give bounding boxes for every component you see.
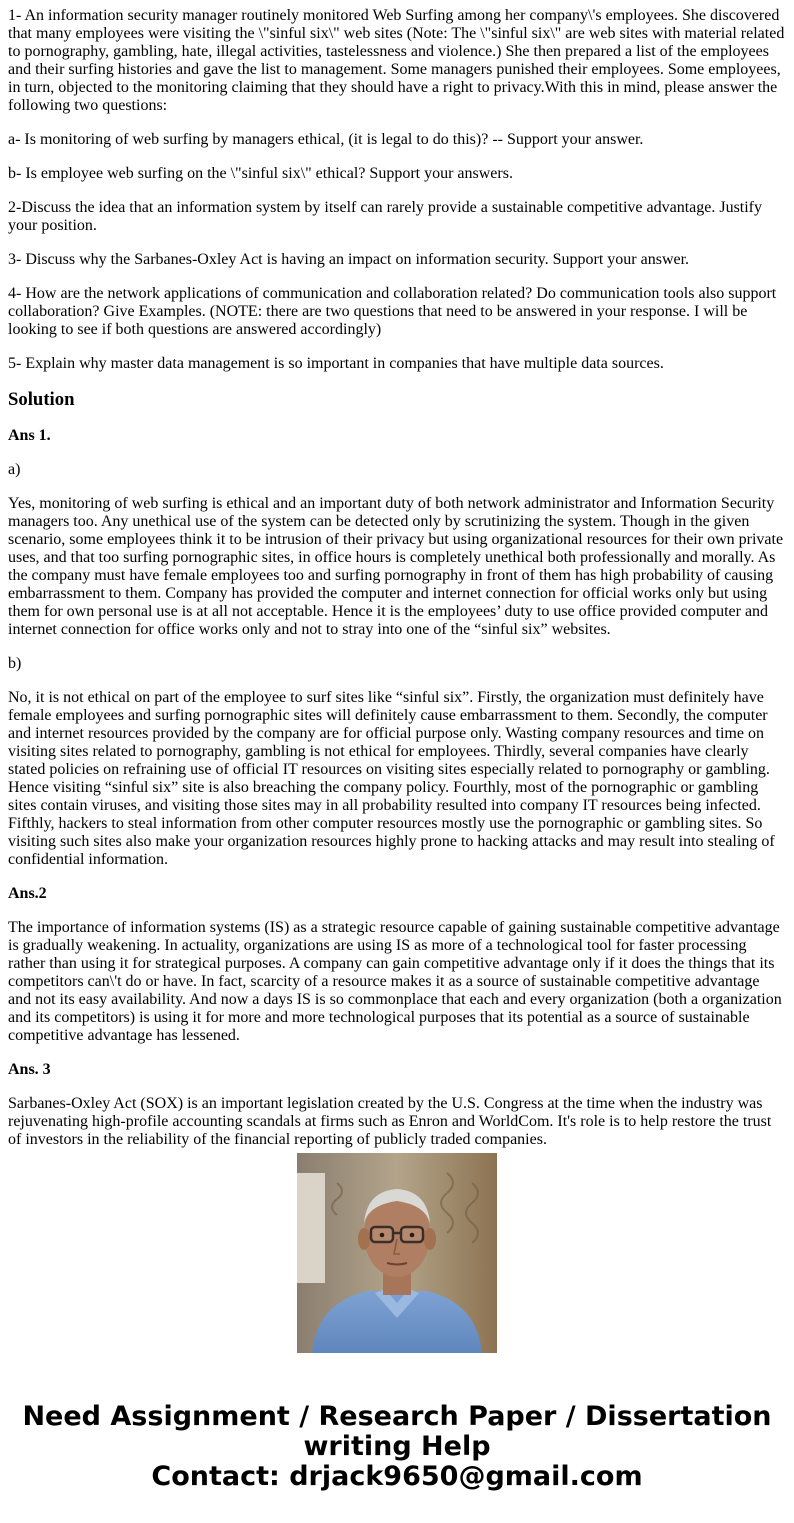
answer-2-text: The importance of information systems (IS) as a strategic resource capable of gaining sustainable competitive advantage is gradually weakening. In actuality, organizations are using IS as more of a technological tool for faster processing rather than using it for strategical purposes. A company can gain competitive advantage only if it does the things that its competitors can\'t do or have. In fact, scarcity of a resource makes it as a source of sustainable competitive advantage and not its easy availability. And now a days IS is so commonplace that each and every organization (both a organization and its competitors) is using it for more and more technological purposes that its potential as a source of sustainable competitive advantage has lessened. <box>8 919 782 1044</box>
question-5: 5- Explain why master data management is so important in companies that have multiple data sources. <box>8 355 664 372</box>
answer-1b-label: b) <box>8 655 22 672</box>
question-1a: a- Is monitoring of web surfing by managers ethical, (it is legal to do this)? -- Support your answer. <box>8 131 644 148</box>
document-body <box>8 7 786 1148</box>
author-photo <box>297 1153 497 1353</box>
answer-3-heading: Ans. 3 <box>8 1061 51 1078</box>
promo-contact: Contact: drjack9650@gmail.com <box>151 1461 643 1492</box>
solution-heading: Solution <box>8 389 75 410</box>
answer-1a-text: Yes, monitoring of web surfing is ethical and an important duty of both network administrator and Information Security managers too. Any unethical use of the system can be detected only by scrutinizing the system. Though in the given scenario, some employees think it to be intrusion of their privacy but using organizational resources for their own private uses, and that too surfing pornographic sites, in office hours is completely unethical both professionally and morally. As the company must have female employees too and surfing pornography in front of them has high probability of causing embarrassment to them. Company has provided the computer and internet connection for official works only but using them for own personal use is at all not acceptable. Hence it is the employees’ duty to use office provided computer and internet connection for office works only and not to stray into one of the “sinful six” websites. <box>8 495 784 638</box>
question-1-intro: 1- An information security manager routinely monitored Web Surfing among her company\'s employees. She discovered that many employees were visiting the \"sinful six\" web sites (Note: The \"sinful six\" are web sites with material related to pornography, gambling, hate, illegal activities, tastelessness and violence.) She then prepared a list of the employees and their surfing histories and gave the list to management. Some managers punished their employees. Some employees, in turn, objected to the monitoring claiming that they should have a right to privacy.With this in mind, please answer the following two questions: <box>8 7 785 114</box>
question-2: 2-Discuss the idea that an information system by itself can rarely provide a sustainable competitive advantage. Justify your position. <box>8 199 763 234</box>
answer-3-text: Sarbanes-Oxley Act (SOX) is an important legislation created by the U.S. Congress at the time when the industry was rejuvenating high-profile accounting scandals at firms such as Enron and WorldCom. It's role is to help restore the trust of investors in the reliability of the financial reporting of publicly traded companies. <box>8 1095 772 1148</box>
answer-1-heading: Ans 1. <box>8 427 51 444</box>
question-4: 4- How are the network applications of communication and collaboration related? Do communication tools also support collaboration? Give Examples. (NOTE: there are two questions that need to be answered in your response. I will be looking to see if both questions are answered accordingly) <box>8 285 777 338</box>
promo-line-2: writing Help <box>303 1431 491 1462</box>
promo-banner <box>0 1402 794 1492</box>
answer-1a-label: a) <box>8 461 21 478</box>
answer-1b-text: No, it is not ethical on part of the employee to surf sites like “sinful six”. Firstly, the organization must definitely have female employees and surfing pornographic sites will definitely cause embarrassment to them. Secondly, the computer and internet resources provided by the company are for official purpose only. Wasting company resources and time on visiting sites related to pornography, gambling is not ethical for employees. Thirdly, several companies have clearly stated policies on refraining use of official IT resources on visiting sites especially related to pornography or gambling. Hence visiting “sinful six” site is also breaching the company policy. Fourthly, most of the pornographic or gambling sites contain viruses, and visiting those sites may in all probability resulted into company IT resources being infected. Fifthly, hackers to steal information from other computer resources mostly use the pornographic or gambling sites. So visiting such sites also make your organization resources highly prone to hacking attacks and may result into stealing of confidential information. <box>8 689 775 868</box>
answer-2-heading: Ans.2 <box>8 885 47 902</box>
author-avatar <box>297 1153 497 1353</box>
question-3: 3- Discuss why the Sarbanes-Oxley Act is having an impact on information security. Support your answer. <box>8 251 690 268</box>
promo-line-1: Need Assignment / Research Paper / Dissertation <box>22 1401 772 1432</box>
question-1b: b- Is employee web surfing on the \"sinful six\" ethical? Support your answers. <box>8 165 513 182</box>
